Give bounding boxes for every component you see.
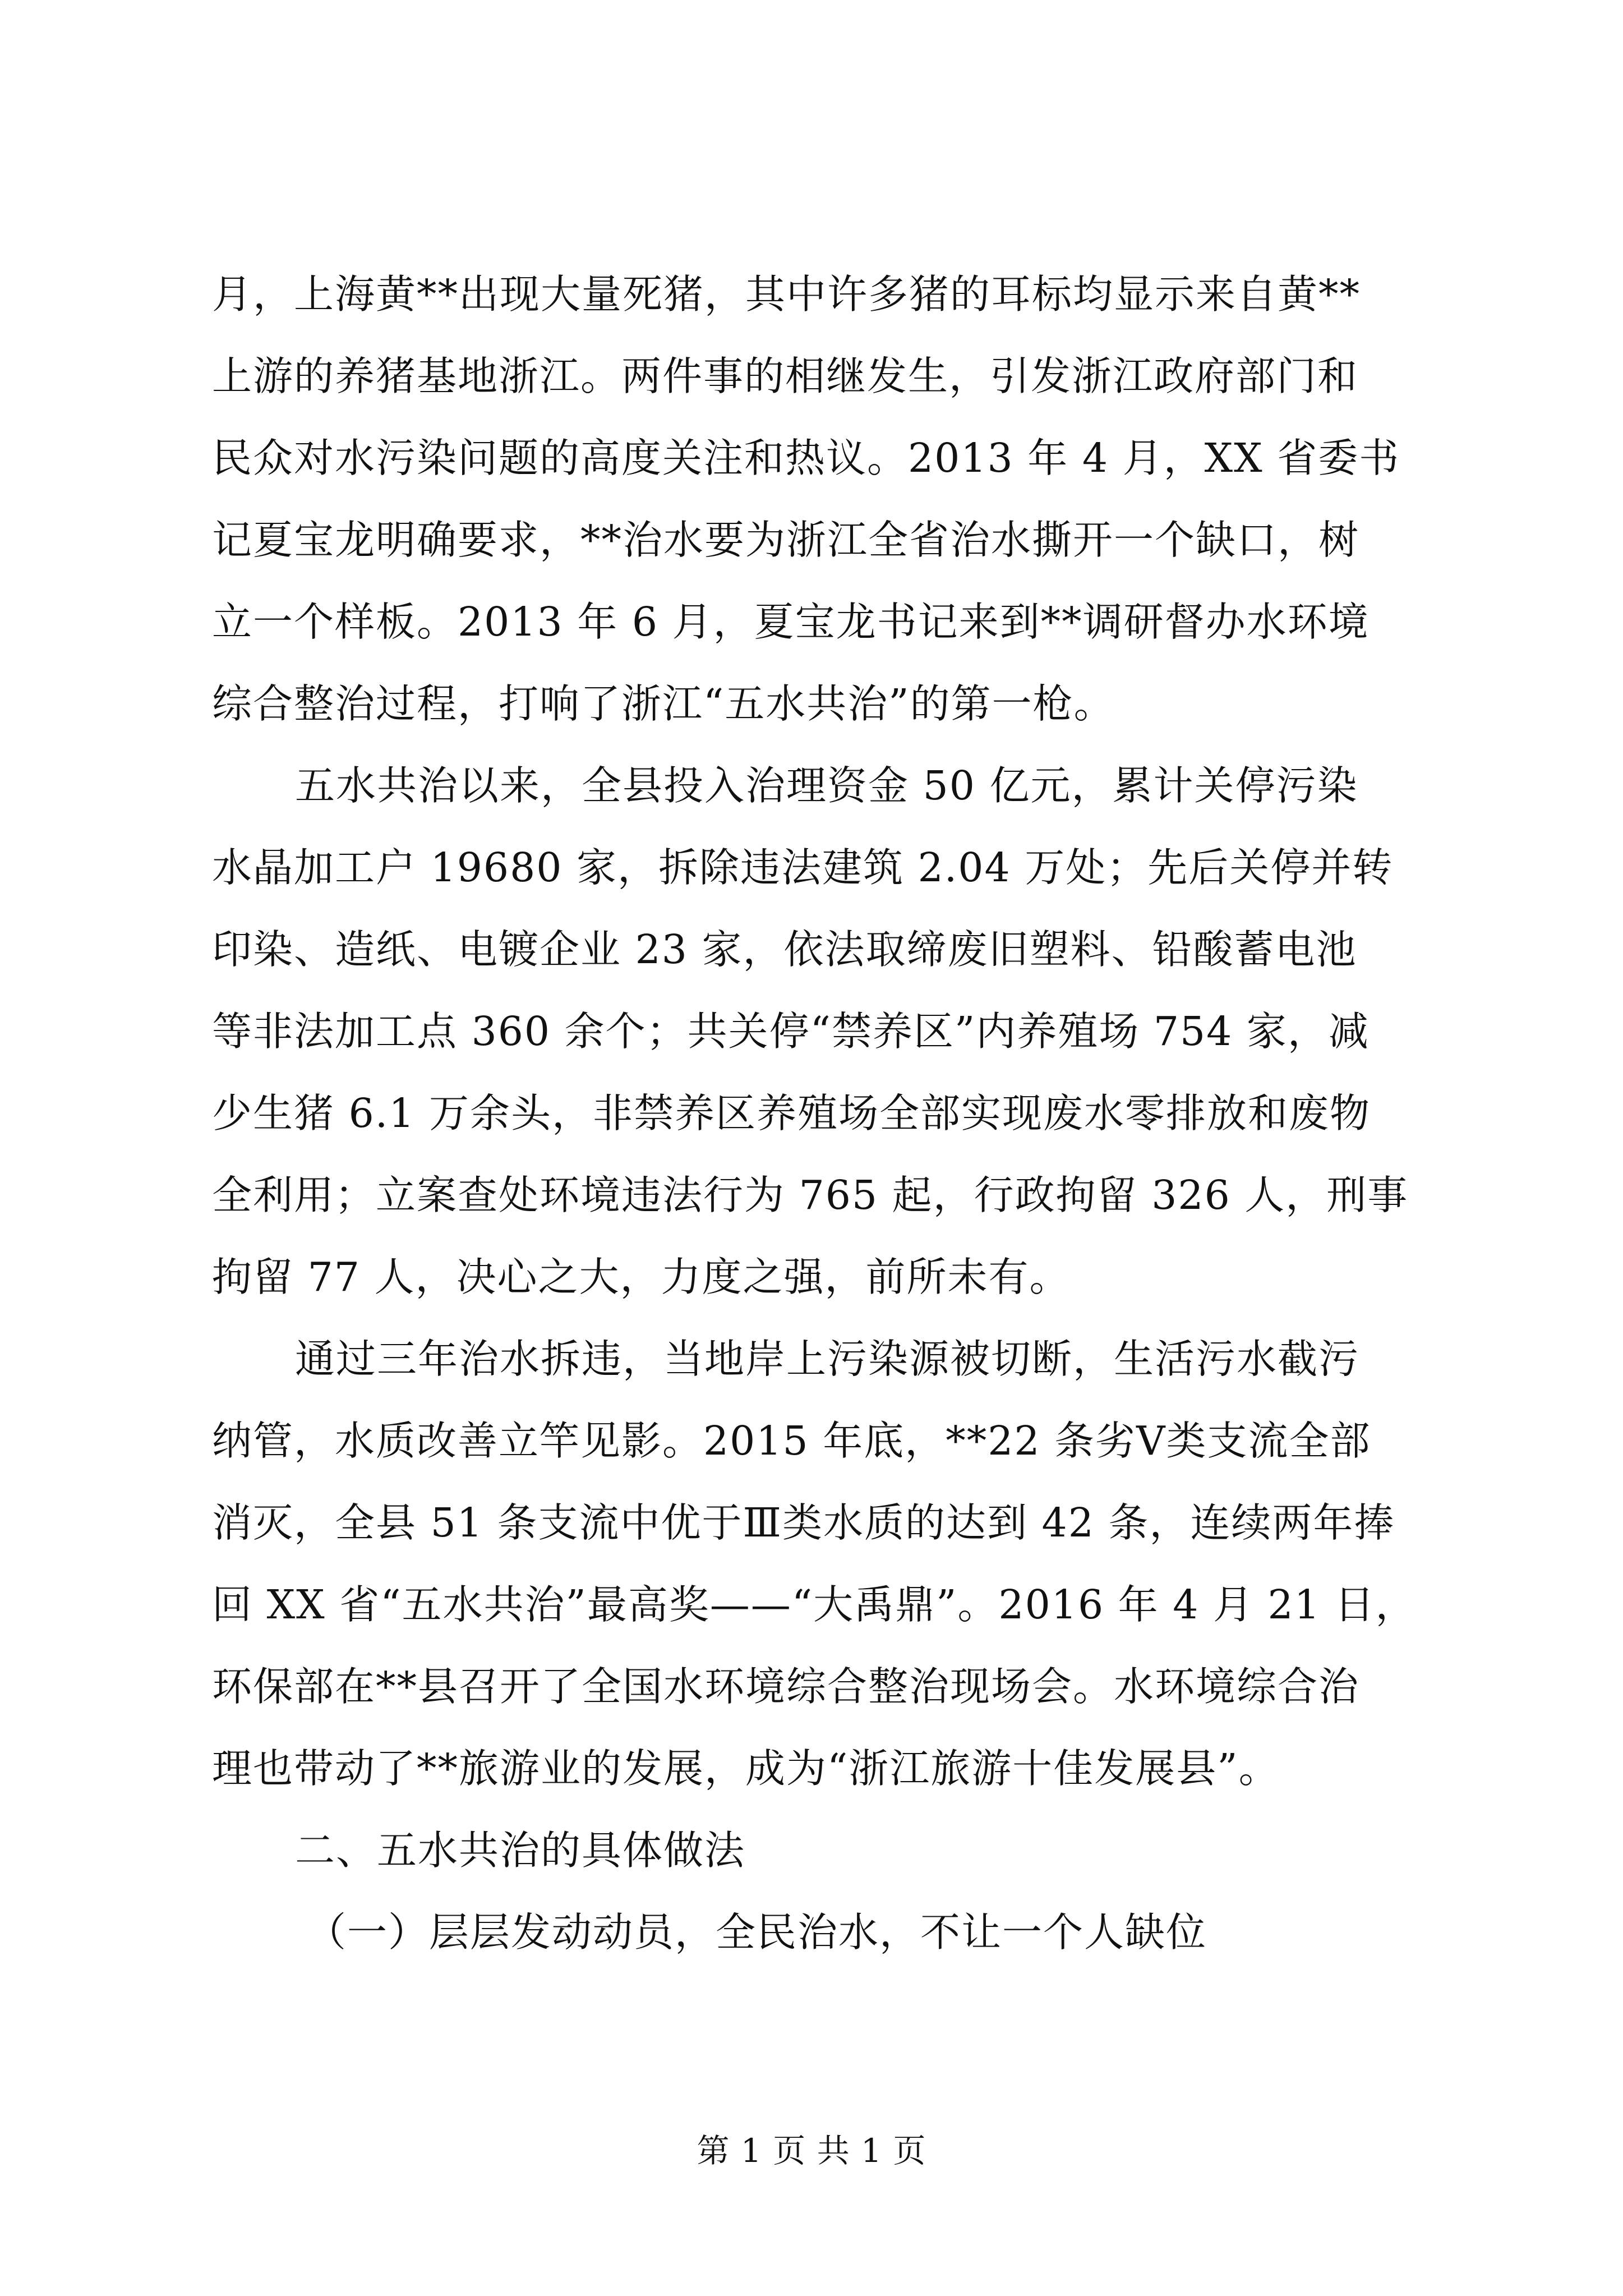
text-line: 综合整治过程，打响了浙江“五水共治”的第一枪。 [212, 680, 1115, 727]
text-line: 民众对水污染问题的高度关注和热议。2013 年 4 月，XX 省委书 [212, 435, 1400, 481]
text-line: 少生猪 6.1 万余头，非禁养区养殖场全部实现废水零排放和废物 [212, 1090, 1371, 1137]
text-line: 消灭，全县 51 条支流中优于Ⅲ类水质的达到 42 条，连续两年捧 [212, 1499, 1395, 1546]
text-line: 回 XX 省“五水共治”最高奖——“大禹鼎”。2016 年 4 月 21 日， [212, 1581, 1417, 1628]
text-line: 拘留 77 人，决心之大，力度之强，前所未有。 [212, 1254, 1071, 1300]
text-line: 通过三年治水拆违，当地岸上污染源被切断，生活污水截污 [295, 1336, 1360, 1382]
document-body [212, 254, 1423, 1973]
text-line: 记夏宝龙明确要求，**治水要为浙江全省治水撕开一个缺口，树 [212, 517, 1360, 563]
text-line: 水晶加工户 19680 家，拆除违法建筑 2.04 万处；先后关停并转 [212, 844, 1394, 891]
text-line: 上游的养猪基地浙江。两件事的相继发生，引发浙江政府部门和 [212, 353, 1359, 399]
text-line: 印染、造纸、电镀企业 23 家，依法取缔废旧塑料、铅酸蓄电池 [212, 926, 1357, 973]
paragraph-2 [212, 745, 1423, 1318]
text-line: 五水共治以来，全县投入治理资金 50 亿元，累计关停污染 [295, 762, 1358, 809]
text-line: 等非法加工点 360 余个；共关停“禁养区”内养殖场 754 家，减 [212, 1008, 1370, 1055]
text-line: 环保部在**县召开了全国水环境综合整治现场会。水环境综合治 [212, 1663, 1360, 1710]
text-line: 理也带动了**旅游业的发展，成为“浙江旅游十佳发展县”。 [212, 1745, 1280, 1792]
paragraph-1 [212, 254, 1423, 745]
text-line: 月，上海黄**出现大量死猪，其中许多猪的耳标均显示来自黄** [212, 271, 1361, 318]
section-heading: 二、五水共治的具体做法 [295, 1827, 746, 1874]
page-footer: 第 1 页 共 1 页 [697, 2132, 926, 2170]
subsection-heading: （一）层层发动动员，全民治水，不让一个人缺位 [306, 1909, 1207, 1955]
text-line: 全利用；立案查处环境违法行为 765 起，行政拘留 326 人，刑事 [212, 1172, 1409, 1218]
paragraph-3 [212, 1318, 1423, 1810]
text-line: 纳管，水质改善立竿见影。2015 年底，**22 条劣Ⅴ类支流全部 [212, 1418, 1371, 1464]
text-line: 立一个样板。2013 年 6 月，夏宝龙书记来到**调研督办水环境 [212, 599, 1370, 645]
